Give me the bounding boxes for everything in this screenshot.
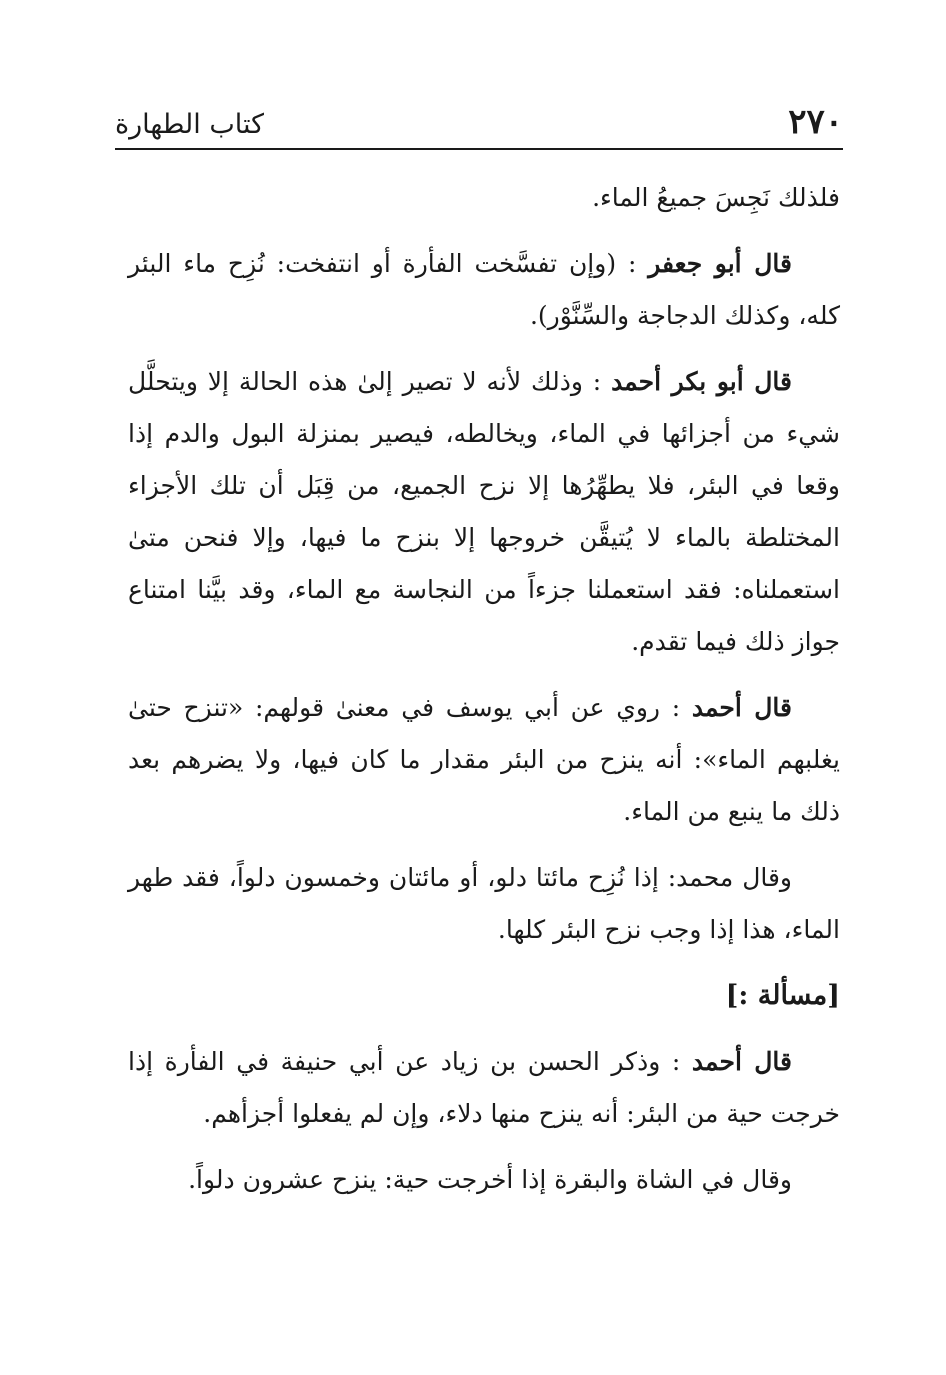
paragraph-4-text: : روي عن أبي يوسف في معنىٰ قولهم: «تنزح حتىٰ يغلبهم الماء»: أنه ينزح من البئر مقدار ما كان فيها، ولا يضرهم بعد ذلك ما ينبع من الماء. xyxy=(128,693,840,826)
paragraph-1 xyxy=(128,172,840,224)
page-number: ٢٧٠ xyxy=(788,102,843,142)
paragraph-4-speaker: قال أحمد xyxy=(691,693,792,722)
body-text xyxy=(128,172,840,1220)
paragraph-3-speaker: قال أبو بكر أحمد xyxy=(611,367,793,396)
running-title: كتاب الطهارة xyxy=(115,109,264,140)
paragraph-1-text: فلذلك نَجِسَ جميعُ الماء. xyxy=(592,183,840,212)
paragraph-5-text: وقال محمد: إذا نُزِح مائتا دلو، أو مائتان وخمسون دلواً، فقد طهر الماء، هذا إذا وجب نزح البئر كلها. xyxy=(128,863,840,944)
paragraph-7-text: وقال في الشاة والبقرة إذا أخرجت حية: ينزح عشرون دلواً. xyxy=(188,1165,792,1194)
paragraph-6-speaker: قال أحمد xyxy=(691,1047,792,1076)
paragraph-7 xyxy=(128,1154,840,1206)
paragraph-6 xyxy=(128,1036,840,1140)
section-title: [مسألة :] xyxy=(725,980,840,1011)
paragraph-2 xyxy=(128,238,840,342)
header-rule xyxy=(115,148,843,150)
paragraph-3-text: : وذلك لأنه لا تصير إلىٰ هذه الحالة إلا ويتحلَّل شيء من أجزائها في الماء، ويخالطه، فيصير بمنزلة البول والدم إذا وقعا في البئر، فلا يطهِّرُها إلا نزح الجميع، من قِبَل أن تلك الأجزاء المختلطة بالماء لا يُتيقَّن خروجها إلا بنزح ما فيها، وإلا فنحن متىٰ استعملناه: فقد استعملنا جزءاً من النجاسة مع الماء، وقد بيَّنا امتناع جواز ذلك فيما تقدم. xyxy=(128,367,840,656)
paragraph-4 xyxy=(128,682,840,838)
paragraph-2-speaker: قال أبو جعفر xyxy=(648,249,792,278)
paragraph-6-text: : وذكر الحسن بن زياد عن أبي حنيفة في الفأرة إذا خرجت حية من البئر: أنه ينزح منها دلاء، وإن لم يفعلوا أجزأهم. xyxy=(128,1047,840,1128)
paragraph-3 xyxy=(128,356,840,668)
paragraph-5 xyxy=(128,852,840,956)
page-header xyxy=(115,100,843,146)
paragraph-2-text: : (وإن تفسَّخت الفأرة أو انتفخت: نُزِح ماء البئر كله، وكذلك الدجاجة والسِّنَّوْر). xyxy=(128,249,840,330)
